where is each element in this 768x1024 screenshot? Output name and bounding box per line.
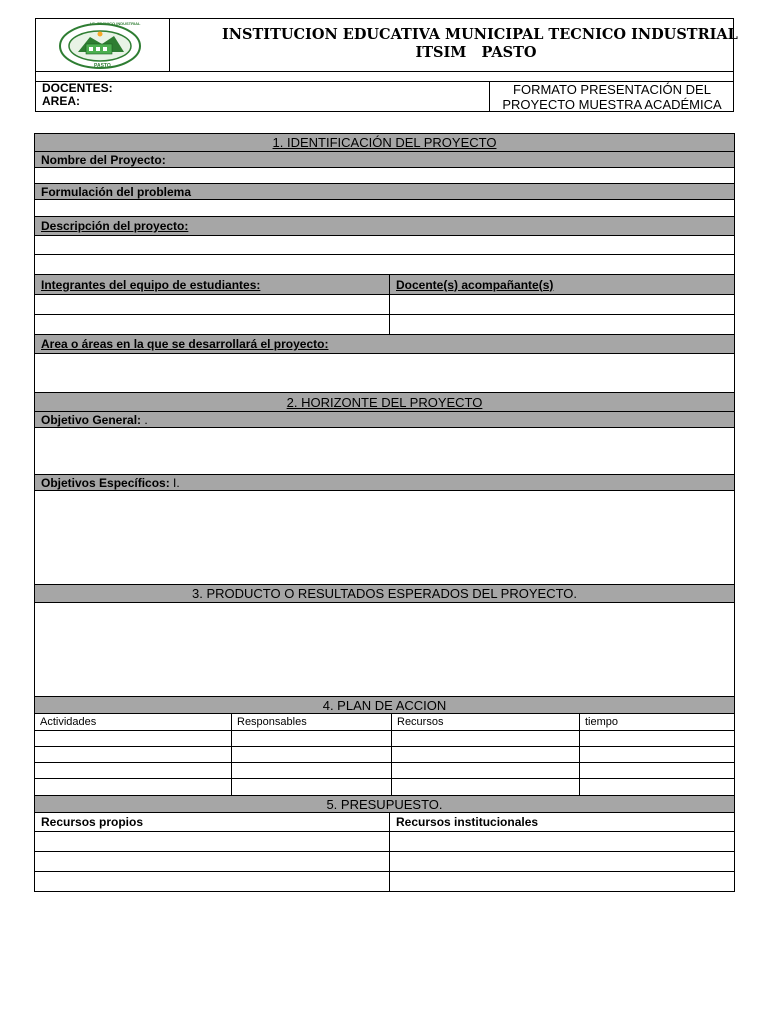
objetivo-general-text: Objetivo General: bbox=[41, 412, 142, 427]
school-logo bbox=[58, 22, 142, 70]
section3-title: 3. PRODUCTO O RESULTADOS ESPERADOS DEL PROYECTO. bbox=[191, 586, 578, 601]
section5-title: 5. PRESUPUESTO. bbox=[326, 796, 443, 812]
nombre-proyecto-label: Nombre del Proyecto: bbox=[34, 151, 735, 168]
objetivos-especificos-suffix: I. bbox=[169, 475, 180, 490]
docentes-label: DOCENTES: bbox=[42, 81, 113, 95]
plan-cell[interactable] bbox=[579, 746, 735, 763]
plan-cell[interactable] bbox=[34, 778, 232, 796]
section5-header bbox=[34, 795, 735, 813]
plan-col-actividades: Actividades bbox=[34, 713, 232, 731]
descripcion-proyecto-field[interactable] bbox=[34, 254, 735, 275]
section2-title: 2. HORIZONTE DEL PROYECTO bbox=[286, 394, 483, 410]
plan-cell[interactable] bbox=[391, 746, 580, 763]
plan-cell[interactable] bbox=[231, 778, 392, 796]
plan-cell[interactable] bbox=[34, 762, 232, 779]
formulacion-problema-field[interactable] bbox=[34, 199, 735, 217]
section3-header bbox=[34, 584, 735, 603]
header-divider-vertical bbox=[169, 18, 170, 71]
section2-header bbox=[34, 392, 735, 412]
logo-ring-text-bottom: PASTO bbox=[94, 63, 111, 69]
descripcion-proyecto-label bbox=[34, 216, 735, 236]
plan-cell[interactable] bbox=[231, 730, 392, 747]
objetivos-especificos-text: Objetivos Específicos: bbox=[41, 475, 170, 490]
docentes-field[interactable] bbox=[389, 314, 735, 335]
plan-col-recursos: Recursos bbox=[391, 713, 580, 731]
institution-title-line1: INSTITUCION EDUCATIVA MUNICIPAL TECNICO INDUSTRIAL bbox=[222, 26, 738, 43]
nombre-proyecto-field[interactable] bbox=[34, 167, 735, 184]
resultados-field[interactable] bbox=[34, 602, 735, 697]
format-title-line2: PROYECTO MUESTRA ACADÉMICA bbox=[502, 97, 722, 112]
header-divider-horizontal bbox=[35, 71, 734, 72]
presupuesto-cell[interactable] bbox=[389, 831, 735, 852]
objetivo-general-label bbox=[34, 411, 735, 428]
integrantes-text: Integrantes del equipo de estudiantes: bbox=[41, 277, 261, 292]
presupuesto-col-propios: Recursos propios bbox=[34, 812, 390, 832]
objetivos-especificos-label bbox=[34, 474, 735, 491]
areas-text: Area o áreas en la que se desarrollará el proyecto: bbox=[41, 337, 329, 351]
plan-cell[interactable] bbox=[579, 762, 735, 779]
plan-cell[interactable] bbox=[34, 730, 232, 747]
docentes-acompanantes-text: Docente(s) acompañante(s) bbox=[396, 277, 554, 292]
objetivo-general-field[interactable] bbox=[34, 427, 735, 475]
descripcion-proyecto-text: Descripción del proyecto: bbox=[41, 219, 189, 233]
plan-col-responsables: Responsables bbox=[231, 713, 392, 731]
plan-cell[interactable] bbox=[34, 746, 232, 763]
plan-cell[interactable] bbox=[231, 746, 392, 763]
plan-cell[interactable] bbox=[579, 730, 735, 747]
area-label: AREA: bbox=[42, 94, 80, 108]
objetivos-especificos-field[interactable] bbox=[34, 490, 735, 585]
logo-ring-text-top: I.E. TECNICO INDUSTRIAL bbox=[90, 21, 141, 26]
integrantes-label bbox=[34, 274, 390, 295]
section4-header bbox=[34, 696, 735, 714]
presupuesto-cell[interactable] bbox=[34, 831, 390, 852]
format-title bbox=[490, 82, 734, 112]
presupuesto-cell[interactable] bbox=[389, 871, 735, 892]
section1-header bbox=[34, 133, 735, 152]
plan-cell[interactable] bbox=[391, 778, 580, 796]
integrantes-field[interactable] bbox=[34, 294, 390, 315]
presupuesto-cell[interactable] bbox=[34, 871, 390, 892]
presupuesto-cell[interactable] bbox=[34, 851, 390, 872]
format-title-line1: FORMATO PRESENTACIÓN DEL bbox=[513, 82, 711, 97]
institution-title-line2: ITSIM PASTO bbox=[415, 44, 537, 61]
plan-cell[interactable] bbox=[579, 778, 735, 796]
institution-title bbox=[222, 26, 738, 62]
section1-title: 1. IDENTIFICACIÓN DEL PROYECTO bbox=[272, 135, 497, 150]
plan-cell[interactable] bbox=[231, 762, 392, 779]
plan-col-tiempo: tiempo bbox=[579, 713, 735, 731]
docentes-acompanantes-label bbox=[389, 274, 735, 295]
descripcion-proyecto-field[interactable] bbox=[34, 235, 735, 255]
areas-label bbox=[34, 334, 735, 354]
plan-cell[interactable] bbox=[391, 762, 580, 779]
section4-title: 4. PLAN DE ACCION bbox=[322, 697, 447, 713]
formulacion-problema-label: Formulación del problema bbox=[34, 183, 735, 200]
objetivo-general-suffix: . bbox=[141, 412, 148, 427]
plan-cell[interactable] bbox=[391, 730, 580, 747]
presupuesto-cell[interactable] bbox=[389, 851, 735, 872]
integrantes-field[interactable] bbox=[34, 314, 390, 335]
presupuesto-col-institucionales: Recursos institucionales bbox=[389, 812, 735, 832]
docentes-field[interactable] bbox=[389, 294, 735, 315]
areas-field[interactable] bbox=[34, 353, 735, 393]
